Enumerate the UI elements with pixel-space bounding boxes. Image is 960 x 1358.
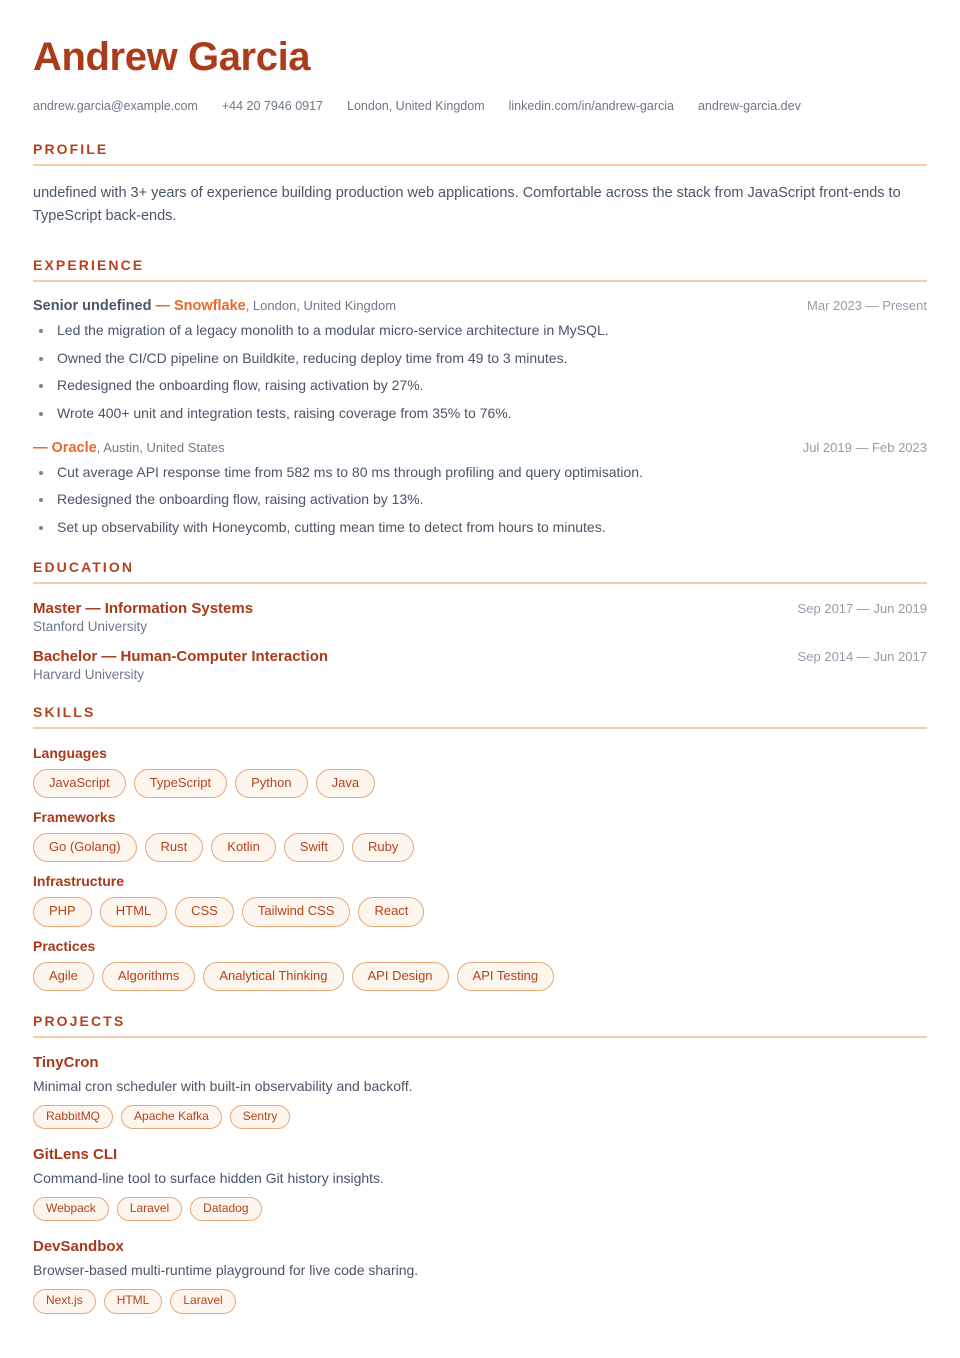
job-dates: Mar 2023 — Present <box>807 297 927 313</box>
job-dates: Jul 2019 — Feb 2023 <box>802 439 927 455</box>
section-rule <box>33 164 927 166</box>
experience-entry-head <box>33 440 927 456</box>
education-dates: Sep 2017 — Jun 2019 <box>797 600 927 616</box>
skill-pill[interactable]: Ruby <box>352 833 414 862</box>
project-tech-row <box>33 1105 927 1129</box>
project-tech-pill[interactable]: Webpack <box>33 1197 109 1221</box>
skill-pill[interactable]: CSS <box>175 897 234 926</box>
skills-list <box>33 745 927 991</box>
experience-entry-title <box>33 440 225 456</box>
skill-group <box>33 745 927 798</box>
skill-pill[interactable]: Algorithms <box>102 962 195 991</box>
project-name: DevSandbox <box>33 1238 124 1256</box>
job-bullet: Set up observability with Honeycomb, cutting mean time to detect from hours to minutes. <box>33 517 927 539</box>
candidate-name: Andrew Garcia <box>33 35 311 79</box>
education-entry-head <box>33 648 927 665</box>
skill-group-label: Frameworks <box>33 809 116 826</box>
section-profile <box>33 141 927 229</box>
education-entry <box>33 648 927 682</box>
project-description: Command-line tool to surface hidden Git history insights. <box>33 1170 384 1187</box>
skill-pill[interactable]: API Testing <box>457 962 555 991</box>
skill-pill[interactable]: JavaScript <box>33 769 126 798</box>
skill-group <box>33 938 927 991</box>
skill-group-label: Infrastructure <box>33 873 125 890</box>
job-bullet: Wrote 400+ unit and integration tests, raising coverage from 35% to 76%. <box>33 403 927 425</box>
skill-pill[interactable]: Agile <box>33 962 94 991</box>
project-description: Browser-based multi-runtime playground for live code sharing. <box>33 1262 419 1279</box>
job-bullet: Redesigned the onboarding flow, raising activation by 13%. <box>33 489 927 511</box>
project-tech-pill[interactable]: Datadog <box>190 1197 261 1221</box>
skill-pill-row <box>33 769 927 798</box>
project-tech-pill[interactable]: Sentry <box>230 1105 291 1129</box>
section-rule <box>33 582 927 584</box>
project-entry <box>33 1238 927 1313</box>
skill-pill[interactable]: Swift <box>284 833 344 862</box>
section-title-projects: PROJECTS <box>33 1012 126 1029</box>
section-title-profile: PROFILE <box>33 141 109 157</box>
education-school: Stanford University <box>33 618 148 634</box>
job-location: , Austin, United States <box>96 439 225 455</box>
skill-group-label: Practices <box>33 937 96 954</box>
section-title-education: EDUCATION <box>33 558 135 575</box>
skill-pill[interactable]: PHP <box>33 897 92 926</box>
contact-item[interactable]: +44 20 7946 0917 <box>221 99 324 113</box>
experience-entry-title <box>33 298 396 314</box>
experience-entry <box>33 440 927 539</box>
education-school: Harvard University <box>33 666 145 682</box>
experience-entry-head <box>33 298 927 314</box>
project-tech-row <box>33 1197 927 1221</box>
skill-pill-row <box>33 962 927 991</box>
education-degree: Master — Information Systems <box>33 599 254 617</box>
project-tech-pill[interactable]: Next.js <box>33 1289 96 1313</box>
job-bullet-list <box>33 462 927 539</box>
job-bullet-list <box>33 320 927 425</box>
contact-item[interactable]: andrew-garcia.dev <box>697 99 801 113</box>
experience-list <box>33 298 927 539</box>
project-entry <box>33 1146 927 1221</box>
job-separator: — <box>33 439 52 456</box>
section-education <box>33 559 927 682</box>
section-projects <box>33 1013 927 1314</box>
job-company: Oracle <box>51 439 97 456</box>
project-tech-row <box>33 1289 927 1313</box>
skill-pill[interactable]: Go (Golang) <box>33 833 137 862</box>
job-company: Snowflake <box>173 297 246 314</box>
education-entry-head <box>33 600 927 617</box>
section-skills <box>33 704 927 991</box>
section-rule <box>33 1036 927 1038</box>
project-name: TinyCron <box>33 1053 99 1071</box>
job-location: , London, United Kingdom <box>245 297 397 313</box>
project-name: GitLens CLI <box>33 1146 118 1164</box>
contact-line <box>33 99 927 113</box>
skill-group <box>33 809 927 862</box>
skill-pill[interactable]: Tailwind CSS <box>242 897 351 926</box>
education-list <box>33 600 927 682</box>
job-separator: — <box>151 297 174 314</box>
skill-group <box>33 873 927 926</box>
skill-group-label: Languages <box>33 744 107 761</box>
job-bullet: Cut average API response time from 582 ms to 80 ms through profiling and query optimisation. <box>33 462 927 484</box>
education-dates: Sep 2014 — Jun 2017 <box>797 648 927 664</box>
project-tech-pill[interactable]: Apache Kafka <box>121 1105 222 1129</box>
project-tech-pill[interactable]: RabbitMQ <box>33 1105 113 1129</box>
skill-pill[interactable]: Python <box>235 769 307 798</box>
education-degree: Bachelor — Human-Computer Interaction <box>33 647 329 665</box>
skill-pill[interactable]: Java <box>316 769 375 798</box>
skill-pill[interactable]: TypeScript <box>134 769 227 798</box>
experience-entry <box>33 298 927 425</box>
skill-pill[interactable]: HTML <box>100 897 167 926</box>
skill-pill-row <box>33 897 927 926</box>
job-bullet: Led the migration of a legacy monolith to a modular micro-service architecture in MySQL. <box>33 320 927 342</box>
skill-pill[interactable]: Kotlin <box>211 833 276 862</box>
projects-list <box>33 1054 927 1314</box>
project-entry <box>33 1054 927 1129</box>
section-rule <box>33 727 927 729</box>
project-tech-pill[interactable]: HTML <box>104 1289 163 1313</box>
contact-item[interactable]: London, United Kingdom <box>347 99 485 113</box>
skill-pill[interactable]: Rust <box>145 833 204 862</box>
project-tech-pill[interactable]: Laravel <box>117 1197 182 1221</box>
section-rule <box>33 280 927 282</box>
section-title-skills: SKILLS <box>33 703 96 720</box>
project-tech-pill[interactable]: Laravel <box>170 1289 235 1313</box>
job-role: Senior undefined <box>33 297 152 314</box>
skill-pill-row <box>33 833 927 862</box>
profile-summary: undefined with 3+ years of experience building production web applications. Comfortable across the stack from JavaScript front-ends to TypeScript back-ends. <box>33 185 901 225</box>
section-title-experience: EXPERIENCE <box>33 256 145 273</box>
education-entry <box>33 600 927 634</box>
skill-pill[interactable]: API Design <box>352 962 449 991</box>
section-experience <box>33 257 927 539</box>
skill-pill[interactable]: React <box>358 897 424 926</box>
job-bullet: Redesigned the onboarding flow, raising activation by 27%. <box>33 375 927 397</box>
skill-pill[interactable]: Analytical Thinking <box>203 962 343 991</box>
contact-item[interactable]: linkedin.com/in/andrew-garcia <box>508 99 674 113</box>
job-bullet: Owned the CI/CD pipeline on Buildkite, reducing deploy time from 49 to 3 minutes. <box>33 348 927 370</box>
contact-item[interactable]: andrew.garcia@example.com <box>33 99 198 113</box>
project-description: Minimal cron scheduler with built-in observability and backoff. <box>33 1077 413 1094</box>
resume-header <box>33 36 927 113</box>
